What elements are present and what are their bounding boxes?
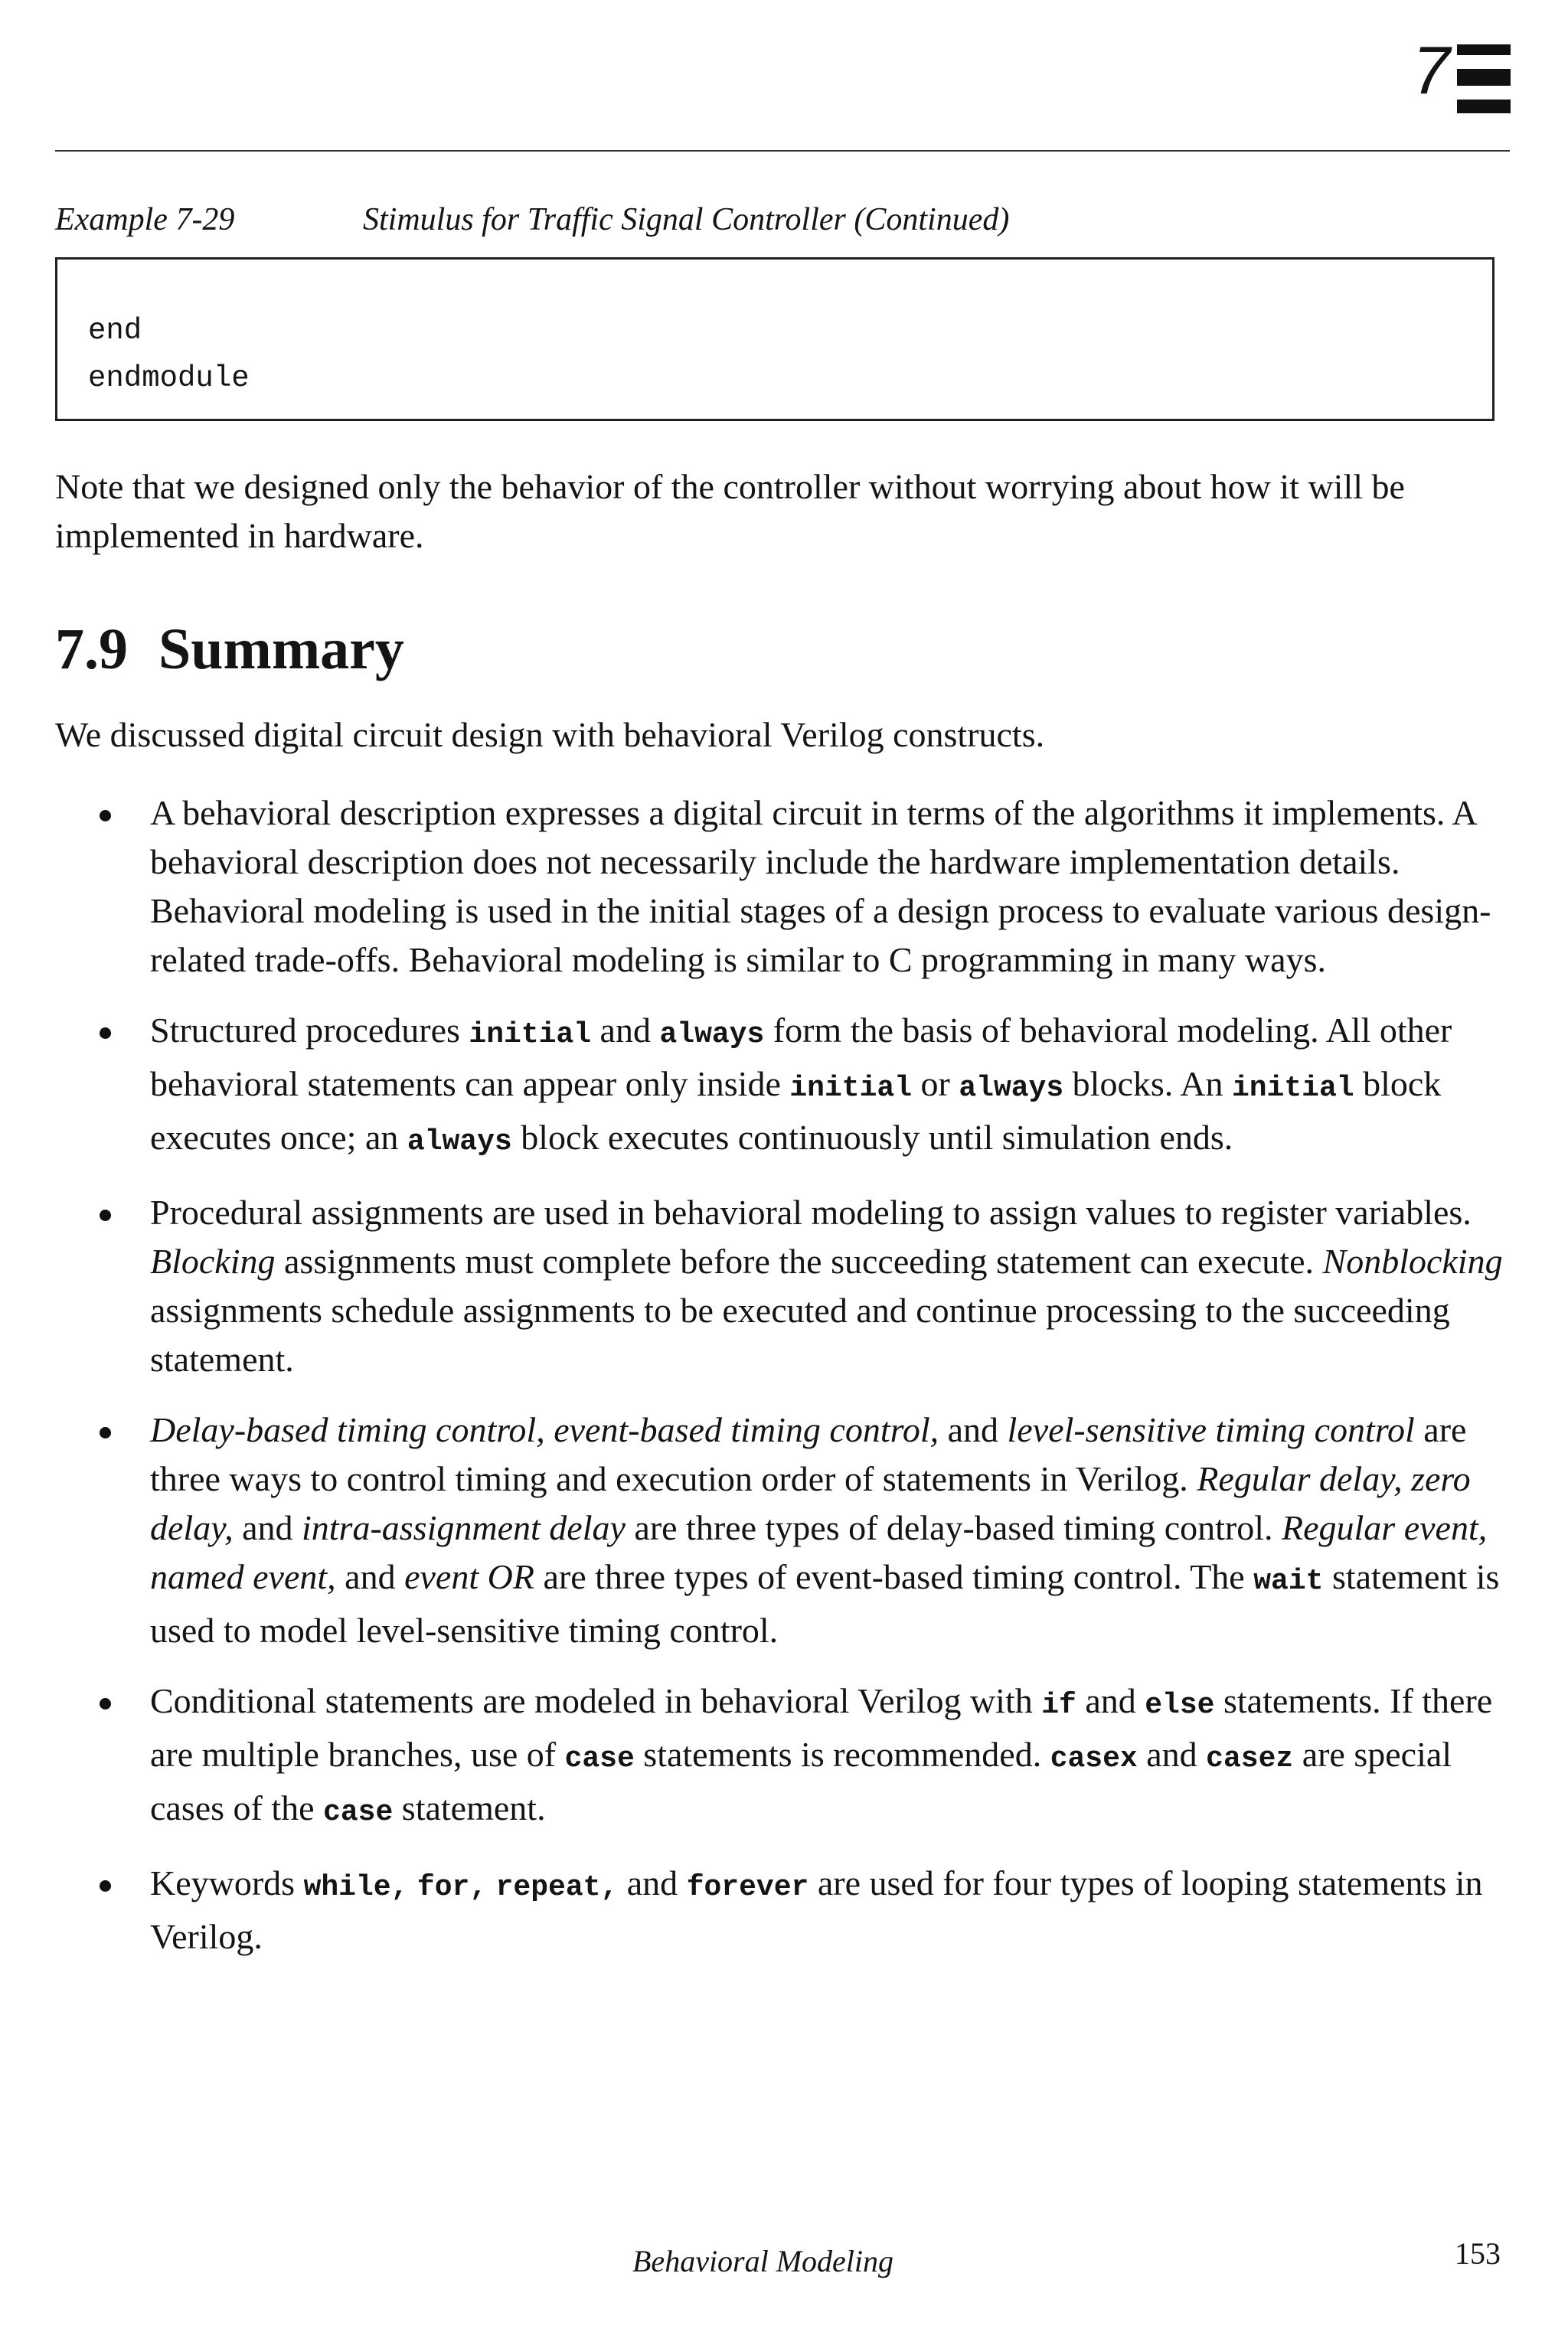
keyword: forever (686, 1871, 809, 1904)
section-title: Summary (158, 617, 404, 681)
summary-bullet-behavioral-description (55, 789, 1510, 985)
keyword: if (1041, 1689, 1076, 1722)
bullet-text: block executes once; an (150, 1064, 1442, 1157)
keyword: case (564, 1742, 635, 1775)
emphasis: intra-assignment delay (302, 1508, 626, 1547)
footer-chapter-title: Behavioral Modeling (632, 2244, 894, 2278)
keyword: repeat, (495, 1871, 619, 1904)
keyword: initial (789, 1072, 913, 1105)
emphasis: event OR (404, 1557, 534, 1596)
summary-bullet-timing-control (55, 1406, 1510, 1655)
bullet-text: and (591, 1011, 660, 1050)
summary-bullet-structured-procedures (55, 1006, 1510, 1167)
intro-note: Note that we designed only the behavior of the controller without worrying about how it will be implemented in hardware. (55, 467, 1405, 555)
bullet-text: statement. (393, 1788, 546, 1827)
emphasis: Delay-based timing control, event-based timing control, (150, 1410, 939, 1449)
bullet-text: are used for four types of looping statements in Verilog. (150, 1863, 1483, 1956)
summary-intro: We discussed digital circuit design with behavioral Verilog constructs. (55, 715, 1045, 754)
bullet-text: are three types of delay-based timing control. (625, 1508, 1282, 1547)
summary-bullet-looping-keywords (55, 1859, 1510, 1961)
example-title: Stimulus for Traffic Signal Controller (Continued) (363, 202, 1010, 237)
summary-bullet-conditional-statements (55, 1677, 1510, 1837)
code-listing (88, 307, 250, 402)
bullet-text: and (233, 1508, 302, 1547)
bullet-text: are three types of event-based timing control. The (534, 1557, 1254, 1596)
emphasis: Nonblocking (1322, 1242, 1503, 1281)
chapter-number: 7 (1413, 32, 1450, 108)
keyword: while, (303, 1871, 409, 1904)
keyword: always (407, 1125, 512, 1158)
bullet-text: statement is used to model level-sensitive timing control. (150, 1557, 1500, 1650)
keyword: initial (469, 1018, 592, 1051)
bullet-text: and (1076, 1681, 1145, 1720)
summary-list (55, 789, 1510, 1983)
bullet-text: are three ways to control timing and execution order of statements in Verilog. (150, 1410, 1467, 1498)
bullet-text: or (912, 1064, 959, 1103)
keyword: casez (1206, 1742, 1294, 1775)
keyword: always (959, 1072, 1064, 1105)
chapter-bar (1457, 100, 1511, 113)
summary-bullet-procedural-assignments (55, 1188, 1510, 1384)
bullet-text: are special cases of the (150, 1735, 1452, 1827)
section-number: 7.9 (55, 617, 128, 681)
bullet-text: statements. If there are multiple branches, use of (150, 1681, 1493, 1774)
emphasis: level-sensitive timing control (1007, 1410, 1415, 1449)
emphasis: Blocking (150, 1242, 276, 1281)
bullet-text: and (1137, 1735, 1207, 1774)
bullet-text: and (939, 1410, 1008, 1449)
bullet-text: block executes continuously until simulation ends. (511, 1118, 1233, 1157)
bullet-text: form the basis of behavioral modeling. All other behavioral statements can appear only inside (150, 1011, 1452, 1103)
bullet-text: assignments must complete before the succeeding statement can execute. (275, 1242, 1323, 1281)
emphasis: Regular delay, zero delay, (150, 1459, 1471, 1547)
emphasis: Regular event, named event, (150, 1508, 1488, 1596)
bullet-text: and (335, 1557, 405, 1596)
keyword: for, (416, 1871, 488, 1904)
keyword: casex (1050, 1742, 1138, 1775)
code-line: endmodule (88, 361, 250, 395)
section-heading (55, 617, 404, 681)
bullet-text: Structured procedures (150, 1011, 469, 1050)
chapter-bar (1457, 44, 1511, 55)
header-rule (55, 150, 1510, 152)
bullet-text: Procedural assignments are used in behavioral modeling to assign values to register variables. (150, 1193, 1472, 1232)
keyword: wait (1253, 1565, 1324, 1598)
bullet-text: assignments schedule assignments to be executed and continue processing to the succeeding statement. (150, 1291, 1450, 1379)
code-line: end (88, 314, 142, 348)
bullet-text: A behavioral description expresses a digital circuit in terms of the algorithms it implements. A behavioral description does not necessarily include the hardware implementation details. Behavioral modeling is used in the initial stages of a design process to evaluate various design-related trade-offs. Behavioral modeling is similar to C programming in many ways. (150, 793, 1491, 979)
bullet-text: statements is recommended. (634, 1735, 1050, 1774)
bullet-text (408, 1863, 417, 1902)
example-label: Example 7-29 (55, 202, 235, 237)
chapter-bar (1457, 69, 1511, 86)
keyword: initial (1231, 1072, 1354, 1105)
page-number: 153 (1455, 2236, 1501, 2271)
keyword: else (1145, 1689, 1215, 1722)
bullet-text: Conditional statements are modeled in behavioral Verilog with (150, 1681, 1042, 1720)
keyword: always (659, 1018, 765, 1051)
bullet-text: and (618, 1863, 687, 1902)
bullet-text: blocks. An (1063, 1064, 1232, 1103)
bullet-text (487, 1863, 496, 1902)
keyword: case (323, 1796, 394, 1829)
code-listing-box (55, 257, 1494, 421)
chapter-tab-bars (1457, 44, 1511, 113)
bullet-text: Keywords (150, 1863, 304, 1902)
